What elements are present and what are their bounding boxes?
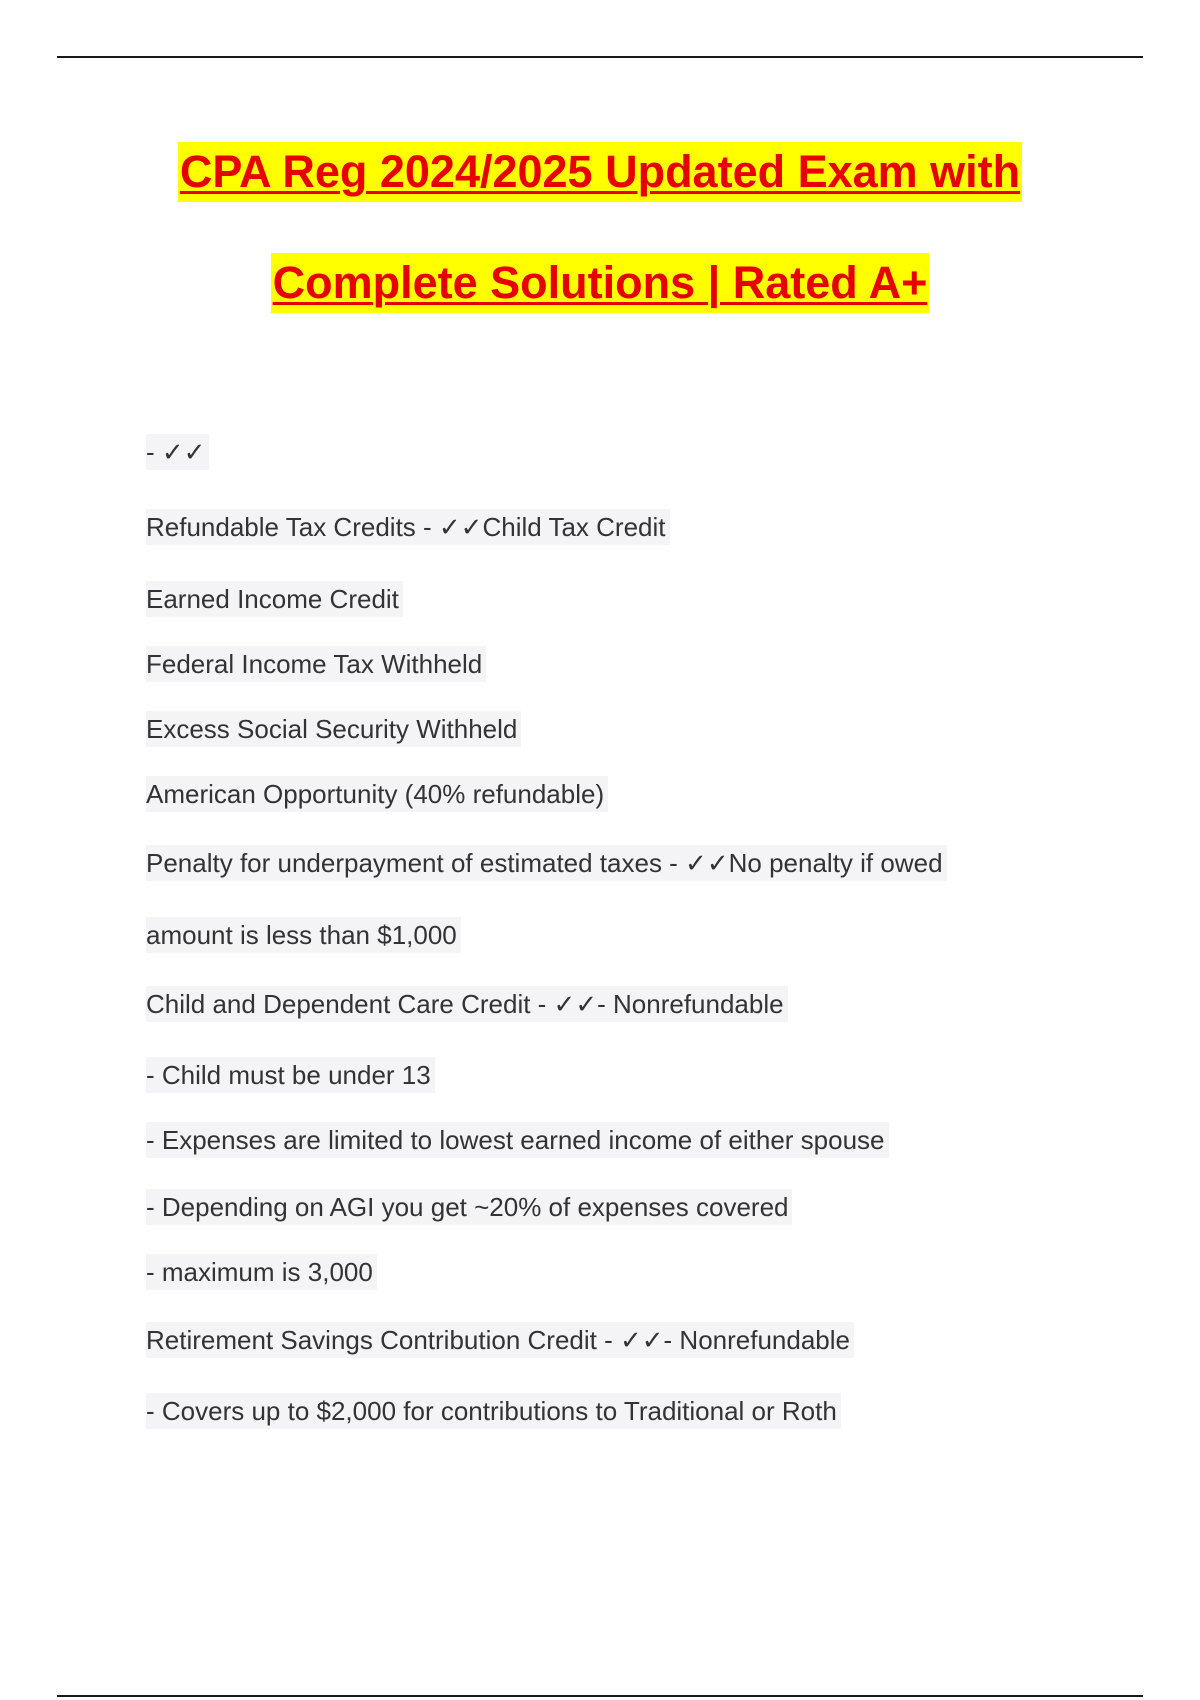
text-line: Child and Dependent Care Credit - ✓✓- Nonrefundable (146, 986, 788, 1022)
text-line: Excess Social Security Withheld (146, 711, 521, 747)
text-line: amount is less than $1,000 (146, 917, 461, 953)
text-line: Federal Income Tax Withheld (146, 646, 486, 682)
bottom-rule (57, 1695, 1143, 1697)
document-title (0, 142, 1200, 364)
text-line: Penalty for underpayment of estimated taxes - ✓✓No penalty if owed (146, 845, 947, 881)
text-line: - Depending on AGI you get ~20% of expenses covered (146, 1189, 792, 1225)
text-line: American Opportunity (40% refundable) (146, 776, 608, 812)
text-line: - ✓✓ (146, 434, 209, 470)
text-line: Earned Income Credit (146, 581, 403, 617)
text-line: - Expenses are limited to lowest earned income of either spouse (146, 1122, 889, 1158)
title-text-1: CPA Reg 2024/2025 Updated Exam with (178, 142, 1022, 202)
text-line: - Child must be under 13 (146, 1057, 435, 1093)
text-line: Retirement Savings Contribution Credit - ✓✓- Nonrefundable (146, 1322, 854, 1358)
title-line-2 (0, 253, 1200, 364)
text-line: - maximum is 3,000 (146, 1254, 377, 1290)
text-line: Refundable Tax Credits - ✓✓Child Tax Credit (146, 509, 670, 545)
title-line-1 (0, 142, 1200, 253)
text-line: - Covers up to $2,000 for contributions to Traditional or Roth (146, 1393, 841, 1429)
top-rule (57, 56, 1143, 58)
title-text-2: Complete Solutions | Rated A+ (271, 253, 930, 313)
